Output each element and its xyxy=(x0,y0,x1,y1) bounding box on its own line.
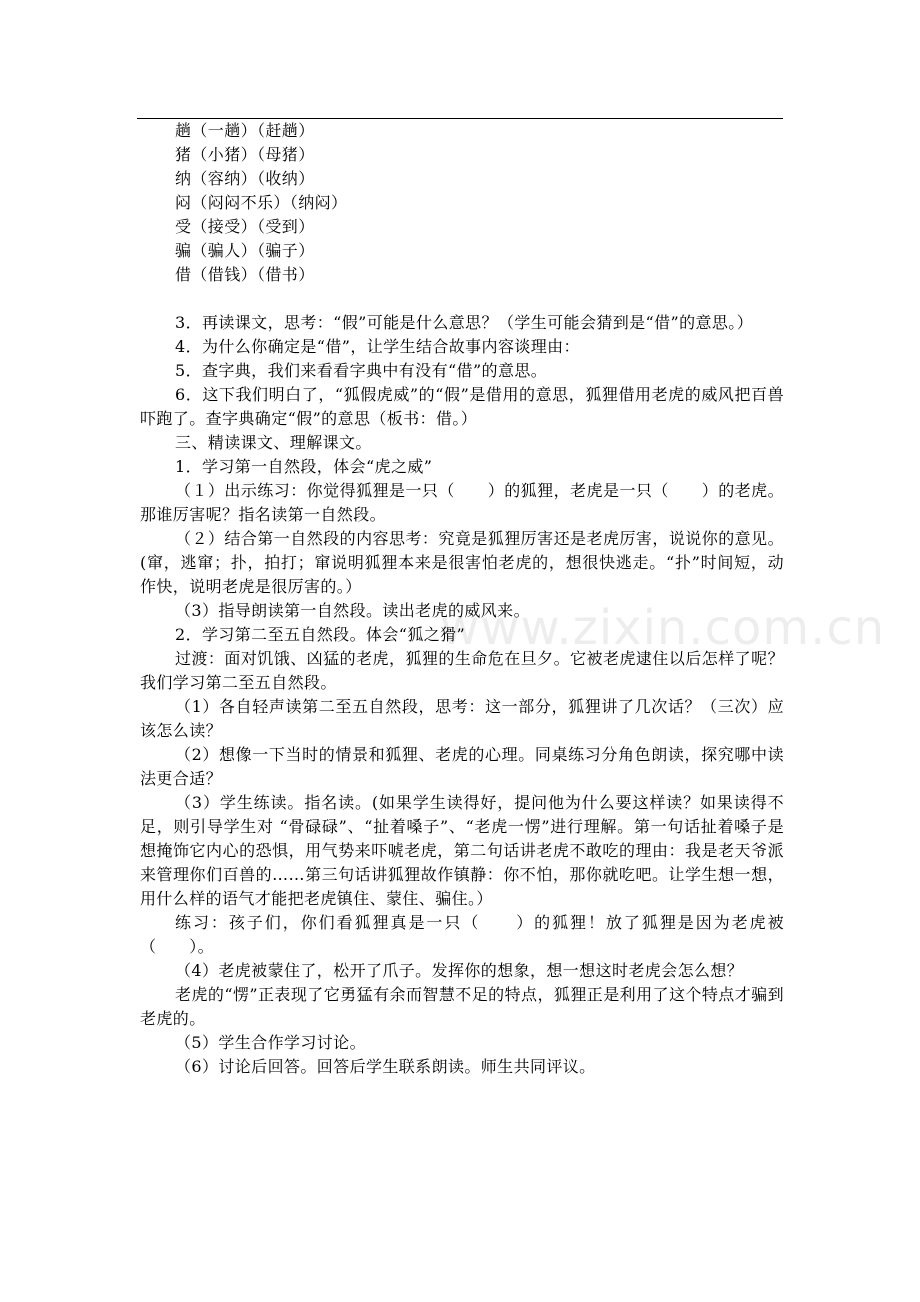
paragraph: （２）结合第一自然段的内容思考：究竟是狐狸厉害还是老虎厉害，说说你的意见。(窜，逃窜；扑，拍打；窜说明狐狸本来是很害怕老虎的，想很快逃走。“扑”时间短，动作快，说明老虎是很厉害的。） xyxy=(140,529,784,596)
paragraph: 过渡：面对饥饿、凶猛的老虎，狐狸的生命危在旦夕。它被老虎逮住以后怎样了呢？我们学习第二至五自然段。 xyxy=(140,649,784,692)
paragraph: （3）学生练读。指名读。(如果学生读得好，提问他为什么要这样读？如果读得不足，则引导学生对 “骨碌碌”、“扯着嗓子”、“老虎一愣”进行理解。第一句话扯着嗓子是想掩饰它内心的恐惧，用气势来吓唬老虎，第二句话讲老虎不敢吃的理由：我是老天爷派来管理你们百兽的……第三句话讲狐狸故作镇静：你不怕，那你就吃吧。让学生想一想，用什么样的语气才能把老虎镇住、蒙住、骗住。） xyxy=(140,793,784,908)
subsection-heading: 1．学习第一自然段，体会“虎之威” xyxy=(175,457,433,476)
paragraph: 练习：孩子们，你们看狐狸真是一只（ ）的狐狸！放了狐狸是因为老虎被（ ）。 xyxy=(140,913,784,956)
section-heading: 三、精读课文、理解课文。 xyxy=(175,433,372,452)
subsection-heading: 2．学习第二至五自然段。体会“狐之猾” xyxy=(175,625,466,644)
paragraph: 老虎的“愣”正表现了它勇猛有余而智慧不足的特点，狐狸正是利用了这个特点才骗到老虎的。 xyxy=(140,985,784,1028)
word-list-item: 趟（一趟）（赶趟） xyxy=(175,121,315,140)
word-list-item: 闷（闷闷不乐）（纳闷） xyxy=(175,193,348,212)
paragraph: （2）想像一下当时的情景和狐狸、老虎的心理。同桌练习分角色朗读，探究哪中读法更合适？ xyxy=(140,745,784,788)
watermark: www.zixin.com.cn xyxy=(440,600,886,656)
paragraph: （4）老虎被蒙住了，松开了爪子。发挥你的想象，想一想这时老虎会怎么想？ xyxy=(175,961,744,980)
word-list-item: 纳（容纳）（收纳） xyxy=(175,169,315,188)
spacer xyxy=(140,287,784,311)
paragraph: 3．再读课文，思考：“假”可能是什么意思？（学生可能会猜到是“借”的意思。） xyxy=(175,313,754,332)
paragraph: （１）出示练习：你觉得狐狸是一只（ ）的狐狸，老虎是一只（ ）的老虎。那谁厉害呢？指名读第一自然段。 xyxy=(140,481,784,524)
document-body xyxy=(140,119,784,1079)
word-list-item: 借（借钱）（借书） xyxy=(175,265,315,284)
paragraph: 6．这下我们明白了，“狐假虎威”的“假”是借用的意思，狐狸借用老虎的威风把百兽吓跑了。查字典确定“假”的意思（板书：借。） xyxy=(140,385,784,428)
word-list-item: 猪（小猪）（母猪） xyxy=(175,145,315,164)
paragraph: （6）讨论后回答。回答后学生联系朗读。师生共同评议。 xyxy=(175,1057,596,1076)
word-list-item: 骗（骗人）（骗子） xyxy=(175,241,315,260)
paragraph: （5）学生合作学习讨论。 xyxy=(175,1033,366,1052)
paragraph: （1）各自轻声读第二至五自然段，思考：这一部分，狐狸讲了几次话？（三次）应该怎么读？ xyxy=(140,697,784,740)
paragraph: （3）指导朗读第一自然段。读出老虎的威风来。 xyxy=(175,601,530,620)
paragraph: 4．为什么你确定是“借”，让学生结合故事内容谈理由： xyxy=(175,337,580,356)
word-list-item: 受（接受）（受到） xyxy=(175,217,315,236)
paragraph: 5．查字典，我们来看看字典中有没有“借”的意思。 xyxy=(175,361,548,380)
